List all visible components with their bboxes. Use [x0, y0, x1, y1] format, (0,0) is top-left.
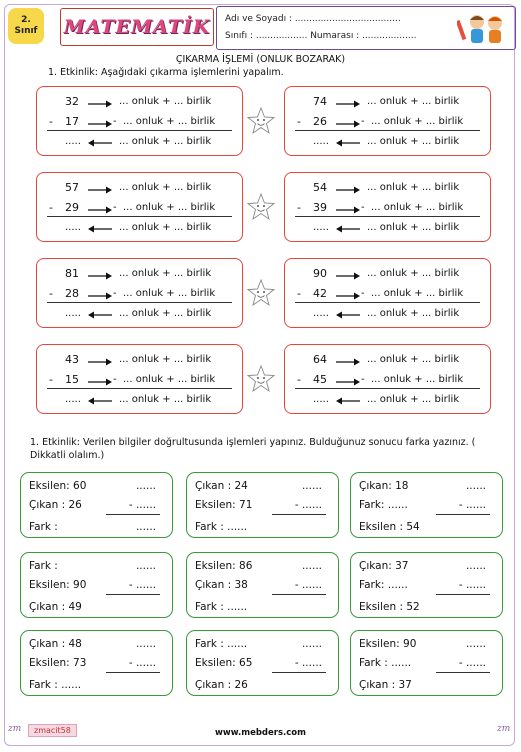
instruction-1: 1. Etkinlik: Aşağıdaki çıkarma işlemlerini yapalım. [48, 67, 284, 78]
problem-line: Çıkan: 37 [359, 560, 409, 572]
subtraction-line [47, 302, 232, 303]
tens-ones-blank[interactable]: ... onluk + ... birlik [123, 374, 216, 385]
word-problem-box [186, 552, 339, 618]
word-problem-box [350, 472, 503, 538]
arrow-right-icon [87, 186, 113, 194]
answer-blank[interactable]: ...... [465, 480, 486, 492]
answer-blank[interactable]: - ...... [458, 579, 486, 591]
word-problem-box [350, 630, 503, 696]
word-problem-box [20, 472, 173, 538]
arrow-right-icon [87, 358, 113, 366]
word-problem-box [20, 630, 173, 696]
minus-sign: - [361, 202, 365, 213]
grade-label: Sınıf [14, 26, 38, 36]
minus-sign: - [113, 288, 117, 299]
answer-blank[interactable]: - ...... [294, 657, 322, 669]
word-problem-box [20, 552, 173, 618]
minus-sign: - [297, 287, 301, 300]
tens-ones-blank[interactable]: ... onluk + ... birlik [367, 136, 460, 147]
arrow-left-icon [335, 397, 361, 405]
smiling-star-icon [246, 278, 276, 308]
minus-sign: - [297, 201, 301, 214]
tens-ones-blank[interactable]: ... onluk + ... birlik [119, 268, 212, 279]
tens-ones-blank[interactable]: ... onluk + ... birlik [367, 394, 460, 405]
tens-ones-blank[interactable]: ... onluk + ... birlik [371, 374, 464, 385]
answer-blank[interactable]: - ...... [294, 579, 322, 591]
tens-ones-blank[interactable]: ... onluk + ... birlik [119, 96, 212, 107]
arrow-left-icon [87, 311, 113, 319]
subtraction-line [436, 672, 490, 673]
arrow-right-icon [335, 292, 361, 300]
minus-sign: - [297, 373, 301, 386]
arrow-right-icon [87, 292, 113, 300]
subtraction-box [284, 172, 491, 242]
result-blank[interactable]: ..... [313, 136, 329, 147]
problem-line: Fark : ...... [195, 521, 248, 533]
problem-line: Çıkan: 18 [359, 480, 409, 492]
arrow-right-icon [335, 378, 361, 386]
arrow-right-icon [87, 120, 113, 128]
tens-ones-blank[interactable]: ... onluk + ... birlik [371, 116, 464, 127]
subtraction-box [36, 344, 243, 414]
problem-line: Eksilen: 90 [29, 579, 87, 591]
minuend: 57 [65, 181, 79, 194]
answer-blank[interactable]: ...... [465, 638, 486, 650]
tens-ones-blank[interactable]: ... onluk + ... birlik [119, 182, 212, 193]
subtraction-line [295, 130, 480, 131]
problem-line: Eksilen: 65 [195, 657, 253, 669]
arrow-right-icon [335, 100, 361, 108]
tens-ones-blank[interactable]: ... onluk + ... birlik [367, 268, 460, 279]
answer-blank[interactable]: ...... [135, 521, 156, 533]
problem-line: Eksilen : 54 [359, 521, 420, 533]
arrow-right-icon [87, 378, 113, 386]
subtraction-line [272, 672, 326, 673]
arrow-right-icon [87, 100, 113, 108]
student-info-box [216, 6, 516, 50]
tens-ones-blank[interactable]: ... onluk + ... birlik [371, 288, 464, 299]
problem-line: Fark : ...... [195, 638, 248, 650]
tens-ones-blank[interactable]: ... onluk + ... birlik [119, 222, 212, 233]
result-blank[interactable]: ..... [65, 308, 81, 319]
grade-badge [8, 8, 44, 44]
subtraction-line [295, 388, 480, 389]
subtraction-box [36, 172, 243, 242]
subtraction-line [106, 514, 160, 515]
subtraction-line [272, 594, 326, 595]
problem-line: Fark: ...... [359, 579, 408, 591]
problem-line: Fark : ...... [359, 657, 412, 669]
subtrahend: 29 [65, 201, 79, 214]
minus-sign: - [49, 287, 53, 300]
subtraction-line [47, 388, 232, 389]
problem-line: Çıkan : 26 [29, 499, 82, 511]
problem-line: Eksilen : 52 [359, 601, 420, 613]
subtraction-line [436, 594, 490, 595]
problem-line: Eksilen: 71 [195, 499, 253, 511]
problem-line: Çıkan : 24 [195, 480, 248, 492]
arrow-left-icon [335, 139, 361, 147]
kids-illustration-icon [457, 10, 511, 46]
minus-sign: - [361, 374, 365, 385]
subtrahend: 17 [65, 115, 79, 128]
word-problem-box [350, 552, 503, 618]
arrow-right-icon [335, 206, 361, 214]
answer-blank[interactable]: - ...... [128, 657, 156, 669]
problem-line: Fark: ...... [359, 499, 408, 511]
result-blank[interactable]: ..... [65, 136, 81, 147]
answer-blank[interactable]: - ...... [458, 657, 486, 669]
arrow-right-icon [335, 358, 361, 366]
subtrahend: 45 [313, 373, 327, 386]
word-problem-box [186, 630, 339, 696]
logo-right: zm [497, 724, 511, 734]
arrow-right-icon [335, 186, 361, 194]
tens-ones-blank[interactable]: ... onluk + ... birlik [119, 394, 212, 405]
arrow-left-icon [87, 225, 113, 233]
answer-blank[interactable]: ...... [465, 560, 486, 572]
problem-line: Çıkan : 38 [195, 579, 248, 591]
result-blank[interactable]: ..... [313, 308, 329, 319]
tens-ones-blank[interactable]: ... onluk + ... birlik [367, 222, 460, 233]
tens-ones-blank[interactable]: ... onluk + ... birlik [367, 96, 460, 107]
answer-blank[interactable]: ...... [301, 638, 322, 650]
minus-sign: - [113, 374, 117, 385]
author-tag: zmacit58 [28, 724, 77, 737]
tens-ones-blank[interactable]: ... onluk + ... birlik [367, 308, 460, 319]
answer-blank[interactable]: ...... [135, 560, 156, 572]
class-number-field[interactable]: Sınıfı : .................. Numarası : ................... [225, 31, 417, 41]
tens-ones-blank[interactable]: ... onluk + ... birlik [371, 202, 464, 213]
minus-sign: - [361, 288, 365, 299]
subtrahend: 15 [65, 373, 79, 386]
answer-blank[interactable]: ...... [135, 480, 156, 492]
answer-blank[interactable]: ...... [135, 638, 156, 650]
minuend: 64 [313, 353, 327, 366]
result-blank[interactable]: ..... [313, 394, 329, 405]
problem-line: Eksilen: 86 [195, 560, 253, 572]
tens-ones-blank[interactable]: ... onluk + ... birlik [123, 288, 216, 299]
tens-ones-blank[interactable]: ... onluk + ... birlik [119, 308, 212, 319]
minuend: 32 [65, 95, 79, 108]
minus-sign: - [49, 115, 53, 128]
smiling-star-icon [246, 192, 276, 222]
arrow-left-icon [87, 397, 113, 405]
minus-sign: - [49, 201, 53, 214]
word-problem-box [186, 472, 339, 538]
subtraction-line [295, 302, 480, 303]
subtraction-line [295, 216, 480, 217]
tens-ones-blank[interactable]: ... onluk + ... birlik [123, 202, 216, 213]
smiling-star-icon [246, 106, 276, 136]
answer-blank[interactable]: - ...... [458, 499, 486, 511]
minus-sign: - [113, 116, 117, 127]
arrow-right-icon [87, 272, 113, 280]
tens-ones-blank[interactable]: ... onluk + ... birlik [367, 182, 460, 193]
subtraction-box [284, 344, 491, 414]
answer-blank[interactable]: ...... [301, 560, 322, 572]
subtraction-line [47, 130, 232, 131]
arrow-left-icon [335, 225, 361, 233]
minuend: 90 [313, 267, 327, 280]
problem-line: Eksilen: 60 [29, 480, 87, 492]
subtraction-box [284, 86, 491, 156]
answer-blank[interactable]: - ...... [294, 499, 322, 511]
problem-line: Çıkan : 26 [195, 679, 248, 691]
grade-number: 2. [21, 15, 31, 25]
arrow-left-icon [87, 139, 113, 147]
problem-line: Çıkan : 49 [29, 601, 82, 613]
subtraction-box [36, 258, 243, 328]
subtraction-line [47, 216, 232, 217]
minuend: 74 [313, 95, 327, 108]
smiling-star-icon [246, 364, 276, 394]
logo-left: zm [8, 724, 22, 734]
website-link[interactable]: www.mebders.com [214, 728, 306, 738]
problem-line: Fark : [29, 521, 58, 533]
title-box [60, 8, 214, 46]
page-title: MATEMATİK [63, 16, 211, 38]
arrow-right-icon [335, 120, 361, 128]
minus-sign: - [361, 116, 365, 127]
problem-line: Fark : [29, 560, 58, 572]
instruction-2: 1. Etkinlik: Verilen bilgiler doğrultusunda işlemleri yapınız. Bulduğunuz sonucu farka yazınız. ( Dikkatli olalım.) [30, 437, 476, 461]
problem-line: Eksilen: 73 [29, 657, 87, 669]
result-blank[interactable]: ..... [65, 222, 81, 233]
problem-line: Fark : ...... [29, 679, 82, 691]
problem-line: Çıkan : 37 [359, 679, 412, 691]
result-blank[interactable]: ..... [313, 222, 329, 233]
tens-ones-blank[interactable]: ... onluk + ... birlik [367, 354, 460, 365]
subtraction-box [284, 258, 491, 328]
minuend: 43 [65, 353, 79, 366]
minus-sign: - [49, 373, 53, 386]
minus-sign: - [113, 202, 117, 213]
problem-line: Eksilen: 90 [359, 638, 417, 650]
tens-ones-blank[interactable]: ... onluk + ... birlik [119, 136, 212, 147]
subtrahend: 42 [313, 287, 327, 300]
problem-line: Çıkan : 48 [29, 638, 82, 650]
arrow-right-icon [335, 272, 361, 280]
answer-blank[interactable]: - ...... [128, 499, 156, 511]
tens-ones-blank[interactable]: ... onluk + ... birlik [119, 354, 212, 365]
minuend: 54 [313, 181, 327, 194]
arrow-right-icon [87, 206, 113, 214]
subtrahend: 26 [313, 115, 327, 128]
tens-ones-blank[interactable]: ... onluk + ... birlik [123, 116, 216, 127]
subtraction-line [436, 514, 490, 515]
name-field[interactable]: Adı ve Soyadı : ..................................... [225, 14, 401, 24]
subtraction-line [272, 514, 326, 515]
subtraction-line [106, 594, 160, 595]
problem-line: Fark : ...... [195, 601, 248, 613]
subtrahend: 39 [313, 201, 327, 214]
section-title: ÇIKARMA İŞLEMİ (ONLUK BOZARAK) [175, 54, 346, 65]
result-blank[interactable]: ..... [65, 394, 81, 405]
arrow-left-icon [335, 311, 361, 319]
answer-blank[interactable]: ...... [301, 480, 322, 492]
answer-blank[interactable]: - ...... [128, 579, 156, 591]
minuend: 81 [65, 267, 79, 280]
minus-sign: - [297, 115, 301, 128]
subtrahend: 28 [65, 287, 79, 300]
subtraction-box [36, 86, 243, 156]
subtraction-line [106, 672, 160, 673]
